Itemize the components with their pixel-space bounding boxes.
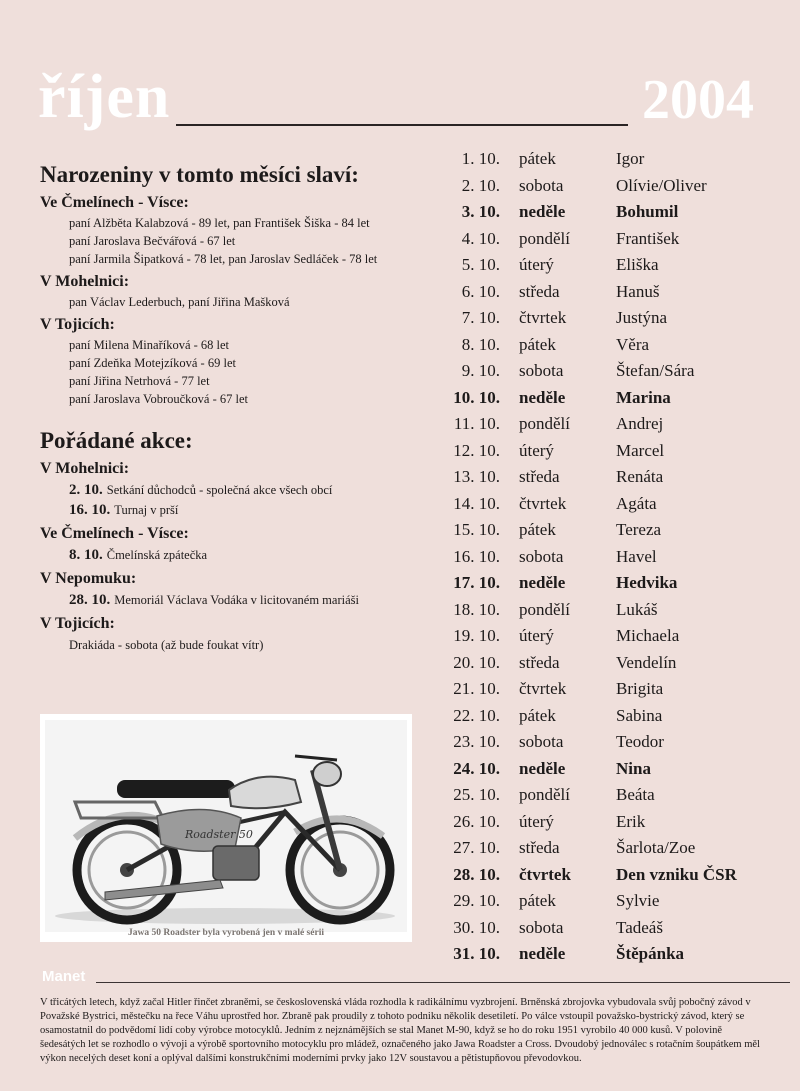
photo-caption: Jawa 50 Roadster byla vyrobená jen v malé sérii	[128, 928, 324, 938]
calendar-weekday: neděle	[519, 758, 566, 778]
calendar-weekday: sobota	[519, 546, 564, 566]
calendar-row	[440, 146, 790, 173]
calendar-row	[440, 173, 790, 200]
birthday-entry: paní Jiřina Netrhová - 77 let	[69, 374, 210, 388]
calendar-date: 18. 10.	[453, 599, 500, 619]
calendar-row	[440, 862, 790, 889]
calendar-row	[440, 385, 790, 412]
birthday-entry: paní Alžběta Kalabzová - 89 let, pan František Šiška - 84 let	[69, 216, 370, 230]
calendar-date: 4. 10.	[461, 228, 500, 248]
calendar-nameday: Havel	[616, 546, 657, 566]
calendar-nameday: Eliška	[616, 255, 659, 274]
birthday-group	[40, 316, 440, 408]
year-title: 2004	[642, 69, 754, 131]
calendar-weekday: neděle	[519, 573, 566, 592]
calendar-date: 12. 10.	[453, 440, 500, 460]
calendar-nameday: Hedvika	[616, 573, 678, 592]
motorcycle-illustration	[45, 720, 407, 932]
calendar-row	[440, 915, 790, 942]
calendar-row	[440, 570, 790, 597]
calendar-date: 27. 10.	[453, 838, 500, 857]
calendar-date: 28. 10.	[453, 864, 500, 884]
calendar-date: 22. 10.	[453, 705, 500, 725]
calendar-nameday: Teodor	[616, 732, 664, 751]
calendar-nameday: Lukáš	[616, 599, 658, 619]
calendar-nameday: Sabina	[616, 705, 663, 725]
event-text: Drakiáda - sobota (až bude foukat vítr)	[69, 638, 264, 652]
event-groups	[40, 460, 440, 655]
calendar-nameday: Nina	[616, 758, 651, 778]
event-date: 28. 10.	[69, 592, 111, 608]
calendar-nameday: Hanuš	[616, 281, 660, 301]
calendar-nameday: Tereza	[616, 520, 662, 539]
calendar-weekday: úterý	[519, 440, 554, 460]
calendar-date: 9. 10.	[461, 361, 500, 380]
calendar-date: 30. 10.	[453, 917, 500, 937]
calendar-weekday: neděle	[519, 944, 566, 963]
calendar-nameday: Andrej	[616, 414, 664, 433]
event-group	[40, 525, 440, 565]
calendar-weekday: středa	[519, 838, 560, 857]
manet-article: V třicátých letech, když začal Hitler řinčet zbraněmi, se československá vláda rozhodla k radikálnímu vyzbrojení. Brněnská zbrojovka vybudovala svůj pobočný závod v Považské Bystrici, městečku na řece Váhu uprostřed hor. Zbraně pak proudily z tohoto podniku několik desetiletí. Po válce vstoupil považsko-bystrický závod, který se osamostatnil do podvědomí lidí coby výrobce motocyklů. Jedním z nejznámějších se stal Manet M-90, když se ho do roku 1951 vyrobilo 40 000 kusů. V polovině šedesátých let se rozhodlo o vývoji a výrobě sportovního motocyklu pro mládež, označeného jako Jawa Roadster a Cross. Dvoudobý jednoválec s rotačním šoupátkem měl výkon necelých deset koní a oplýval dalšími konstrukčními moderními prvky jako 12V soustavou a pětistupňovou převodovkou.	[40, 997, 760, 1064]
calendar-nameday: Agáta	[616, 493, 657, 513]
calendar-row	[440, 226, 790, 253]
manet-rule	[96, 982, 790, 983]
calendar-date: 14. 10.	[453, 493, 500, 513]
calendar-row	[440, 438, 790, 465]
calendar-row	[440, 332, 790, 359]
calendar-weekday: pondělí	[519, 414, 570, 433]
calendar-row	[440, 809, 790, 836]
calendar-nameday: Štěpánka	[616, 944, 685, 963]
calendar-nameday: Věra	[616, 334, 650, 354]
title-rule	[176, 124, 628, 126]
calendar-weekday: čtvrtek	[519, 493, 567, 513]
calendar-row	[440, 756, 790, 783]
calendar-weekday: pondělí	[519, 599, 570, 619]
calendar-row	[440, 650, 790, 677]
event-place: V Tojicích:	[40, 615, 115, 632]
calendar-weekday: středa	[519, 281, 560, 301]
calendar-row	[440, 729, 790, 756]
event-group	[40, 615, 440, 655]
calendar-date: 11. 10.	[453, 414, 500, 433]
month-title: říjen	[38, 63, 171, 131]
event-date: 16. 10.	[69, 502, 111, 518]
calendar-row	[440, 597, 790, 624]
calendar-date: 19. 10.	[453, 626, 500, 645]
birthday-place: Ve Čmelínech - Vísce:	[40, 194, 189, 211]
calendar-weekday: pátek	[519, 705, 556, 725]
birthday-entry: paní Milena Minaříková - 68 let	[69, 338, 230, 352]
calendar-weekday: sobota	[519, 361, 564, 380]
calendar-row	[440, 358, 790, 385]
calendar-weekday: pátek	[519, 891, 556, 910]
event-group	[40, 570, 440, 610]
event-text: Setkání důchodců - společná akce všech obcí	[106, 483, 333, 497]
calendar-nameday: Erik	[616, 811, 646, 831]
calendar-row	[440, 623, 790, 650]
calendar-weekday: úterý	[519, 811, 554, 831]
event-item	[69, 635, 440, 655]
event-item	[69, 590, 440, 610]
calendar-nameday: Bohumil	[616, 202, 679, 221]
calendar-row	[440, 782, 790, 809]
calendar-date: 25. 10.	[453, 785, 500, 804]
calendar-weekday: neděle	[519, 387, 566, 407]
birthday-entry: paní Jaroslava Vobroučková - 67 let	[69, 392, 249, 406]
calendar-nameday: Tadeáš	[616, 917, 663, 937]
event-item	[69, 480, 440, 500]
calendar-date: 2. 10.	[461, 175, 500, 195]
calendar-nameday: Sylvie	[616, 891, 660, 910]
events-section	[40, 428, 440, 655]
birthday-entry: paní Jarmila Šipatková - 78 let, pan Jaroslav Sedláček - 78 let	[69, 252, 378, 266]
calendar-weekday: úterý	[519, 255, 554, 274]
birthday-entry: paní Zdeňka Motejzíková - 69 let	[69, 356, 236, 370]
calendar-date: 7. 10.	[461, 308, 500, 327]
event-text: Čmelínská zpátečka	[106, 548, 208, 562]
birthday-group	[40, 273, 440, 311]
calendar-weekday: pondělí	[519, 228, 570, 248]
calendar-list	[440, 146, 790, 968]
calendar-row	[440, 279, 790, 306]
birthday-entry: paní Jaroslava Bečvářová - 67 let	[69, 234, 236, 248]
calendar-weekday: neděle	[519, 202, 566, 221]
calendar-nameday: Olívie/Oliver	[616, 175, 707, 195]
birthday-groups	[40, 194, 440, 408]
event-text: Turnaj v prší	[114, 503, 179, 517]
calendar-date: 17. 10.	[453, 573, 500, 592]
calendar-weekday: čtvrtek	[519, 864, 571, 884]
calendar-weekday: sobota	[519, 732, 564, 751]
event-group	[40, 460, 440, 520]
calendar-date: 31. 10.	[453, 944, 500, 963]
motorcycle-photo	[40, 714, 412, 942]
calendar-nameday: Šarlota/Zoe	[616, 838, 696, 857]
calendar-weekday: sobota	[519, 175, 564, 195]
calendar-weekday: středa	[519, 652, 560, 672]
calendar-date: 5. 10.	[461, 255, 500, 274]
calendar-date: 21. 10.	[453, 679, 500, 698]
calendar-nameday: Renáta	[616, 467, 664, 486]
calendar-date: 16. 10.	[453, 546, 500, 566]
calendar-nameday: Beáta	[616, 785, 655, 804]
calendar-row	[440, 941, 790, 968]
manet-heading: Manet	[42, 968, 86, 985]
calendar-date: 24. 10.	[453, 758, 500, 778]
calendar-date: 6. 10.	[461, 281, 500, 301]
event-item	[69, 500, 440, 520]
events-heading: Pořádané akce:	[40, 428, 193, 453]
birthday-group	[40, 194, 440, 268]
left-column	[40, 162, 440, 655]
calendar-nameday: Marcel	[616, 440, 665, 460]
calendar-row	[440, 888, 790, 915]
calendar-weekday: čtvrtek	[519, 679, 567, 698]
calendar-date: 1. 10.	[461, 149, 500, 168]
calendar-row	[440, 517, 790, 544]
calendar-date: 10. 10.	[453, 387, 500, 407]
calendar-row	[440, 305, 790, 332]
event-place: Ve Čmelínech - Vísce:	[40, 525, 189, 542]
calendar-date: 15. 10.	[453, 520, 500, 539]
calendar-nameday: Igor	[616, 149, 645, 168]
calendar-nameday: František	[616, 228, 680, 248]
calendar-row	[440, 703, 790, 730]
calendar-row	[440, 676, 790, 703]
calendar-date: 13. 10.	[453, 467, 500, 486]
calendar-weekday: sobota	[519, 917, 564, 937]
event-place: V Mohelnici:	[40, 460, 130, 477]
calendar-weekday: středa	[519, 467, 560, 486]
calendar-row	[440, 835, 790, 862]
birthdays-heading: Narozeniny v tomto měsíci slaví:	[40, 162, 359, 187]
event-date: 8. 10.	[69, 547, 103, 563]
calendar-nameday: Brigita	[616, 679, 664, 698]
event-date: 2. 10.	[69, 482, 103, 498]
event-text: Memoriál Václava Vodáka v licitovaném mariáši	[114, 593, 359, 607]
photo-image-area	[45, 720, 407, 932]
calendar-date: 20. 10.	[453, 652, 500, 672]
calendar-date: 29. 10.	[453, 891, 500, 910]
birthdays-section	[40, 162, 440, 408]
calendar-weekday: úterý	[519, 626, 554, 645]
birthday-place: V Tojicích:	[40, 316, 115, 333]
birthday-entry: pan Václav Lederbuch, paní Jiřina Mašková	[69, 295, 290, 309]
calendar-nameday: Štefan/Sára	[616, 361, 695, 380]
calendar-nameday: Den vzniku ČSR	[616, 864, 737, 884]
calendar-weekday: pátek	[519, 520, 556, 539]
calendar-weekday: pondělí	[519, 785, 570, 804]
calendar-nameday: Marina	[616, 387, 671, 407]
calendar-row	[440, 199, 790, 226]
calendar-weekday: pátek	[519, 334, 556, 354]
calendar-nameday: Vendelín	[616, 652, 677, 672]
calendar-row	[440, 544, 790, 571]
calendar-row	[440, 252, 790, 279]
birthday-place: V Mohelnici:	[40, 273, 130, 290]
calendar-nameday: Michaela	[616, 626, 680, 645]
calendar-weekday: čtvrtek	[519, 308, 567, 327]
calendar-row	[440, 464, 790, 491]
calendar-weekday: pátek	[519, 149, 556, 168]
calendar-date: 23. 10.	[453, 732, 500, 751]
photo-badge: Roadster 50	[185, 828, 253, 841]
calendar-date: 3. 10.	[461, 202, 500, 221]
calendar-date: 26. 10.	[453, 811, 500, 831]
calendar-row	[440, 491, 790, 518]
event-item	[69, 545, 440, 565]
calendar-row	[440, 411, 790, 438]
calendar-nameday: Justýna	[616, 308, 667, 327]
calendar-date: 8. 10.	[461, 334, 500, 354]
event-place: V Nepomuku:	[40, 570, 137, 587]
